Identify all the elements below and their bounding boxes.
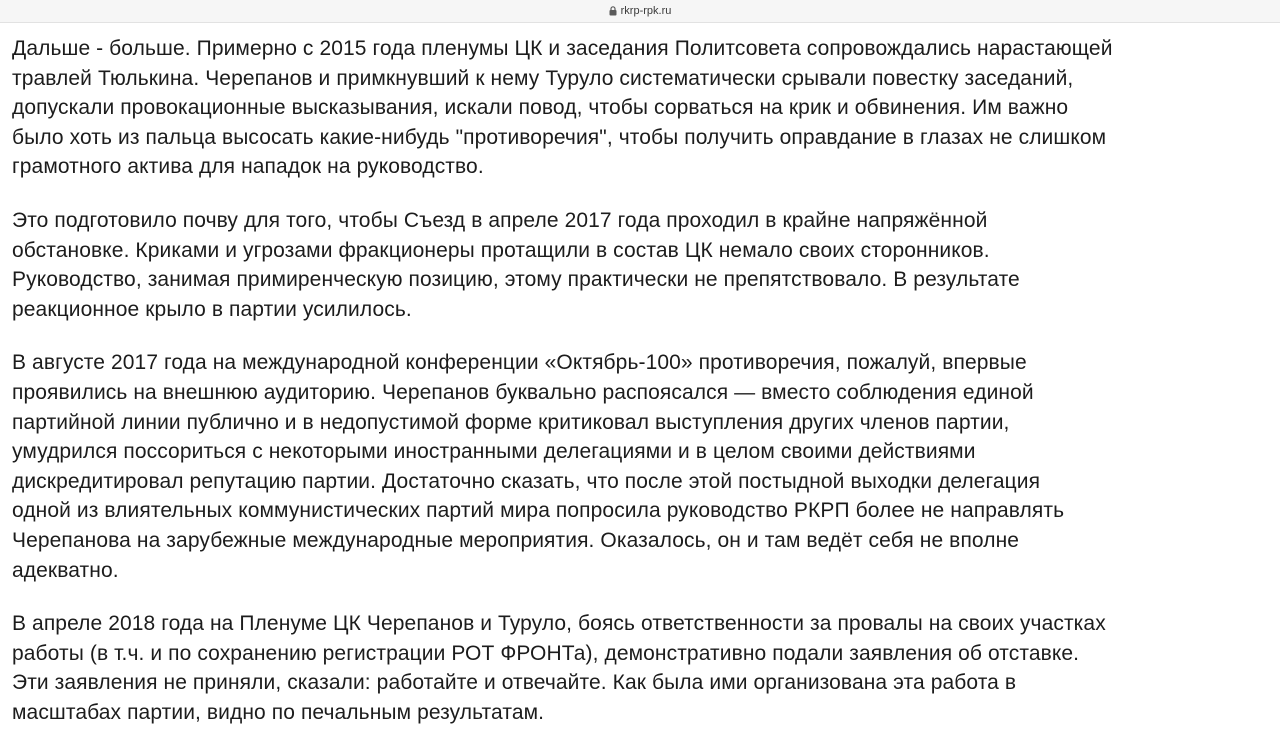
paragraph-line: Дальше - больше. Примерно с 2015 года пленумы ЦК и заседания Политсовета сопровождались нарастающей bbox=[12, 37, 1113, 60]
paragraph-line: В августе 2017 года на международной конференции «Октябрь-100» противоречия, пожалуй, впервые bbox=[12, 351, 1027, 375]
paragraph-line: Руководство, занимая примиренческую позицию, этому практически не препятствовало. В результате bbox=[12, 268, 1020, 292]
address-bar[interactable] bbox=[0, 0, 1280, 23]
paragraph-line: Черепанова на зарубежные международные мероприятия. Оказалось, он и там ведёт себя не вполне bbox=[12, 528, 1020, 552]
article-paragraph bbox=[12, 348, 1268, 585]
paragraph-line: умудрился поссориться с некоторыми иностранными делегациями и в целом своими действиями bbox=[12, 440, 976, 464]
paragraph-line: работы (в т.ч. и по сохранению регистрации РОТ ФРОНТа), демонстративно подали заявления об отставке. bbox=[12, 641, 1080, 665]
paragraph-line: было хоть из пальца высосать какие-нибудь "противоречия", чтобы получить оправдание в глазах не слишком bbox=[12, 125, 1107, 149]
paragraph-line: допускали провокационные высказывания, искали повод, чтобы сорваться на крик и обвинения. Им важно bbox=[12, 96, 1069, 120]
paragraph-line: партийной линии публично и в недопустимой форме критиковал выступления других членов партии, bbox=[12, 410, 1010, 434]
paragraph-line: Это подготовило почву для того, чтобы Съезд в апреле 2017 года проходил в крайне напряжённой bbox=[12, 208, 988, 232]
paragraph-line: реакционное крыло в партии усилилось. bbox=[12, 297, 412, 321]
article-body bbox=[12, 34, 1268, 734]
paragraph-line: В апреле 2018 года на Пленуме ЦК Черепанов и Туруло, боясь ответственности за провалы на своих участках bbox=[12, 612, 1106, 636]
article-paragraph bbox=[12, 609, 1268, 727]
paragraph-line: дискредитировал репутацию партии. Достаточно сказать, что после этой постыдной выходки делегация bbox=[12, 469, 1041, 493]
url-text[interactable]: rkrp-rpk.ru bbox=[620, 5, 672, 17]
address-bar-content[interactable] bbox=[609, 5, 672, 17]
paragraph-line: одной из влиятельных коммунистических партий мира попросила руководство РКРП более не направлять bbox=[12, 499, 1065, 523]
article-paragraph bbox=[12, 206, 1268, 324]
paragraph-line: грамотного актива для нападок на руководство. bbox=[12, 155, 484, 179]
paragraph-line: обстановке. Криками и угрозами фракционеры протащили в состав ЦК немало своих сторонников. bbox=[12, 238, 990, 262]
paragraph-line: масштабах партии, видно по печальным результатам. bbox=[12, 700, 545, 724]
paragraph-line: проявились на внешнюю аудиторию. Черепанов буквально распоясался — вместо соблюдения единой bbox=[12, 380, 1034, 404]
article-paragraph bbox=[12, 34, 1268, 182]
paragraph-line: травлей Тюлькина. Черепанов и примкнувший к нему Туруло систематически срывали повестку заседаний, bbox=[12, 66, 1074, 90]
paragraph-line: Эти заявления не приняли, сказали: работайте и отвечайте. Как была ими организована эта работа в bbox=[12, 671, 1017, 695]
paragraph-line: адекватно. bbox=[12, 558, 119, 582]
lock-icon bbox=[609, 6, 617, 16]
